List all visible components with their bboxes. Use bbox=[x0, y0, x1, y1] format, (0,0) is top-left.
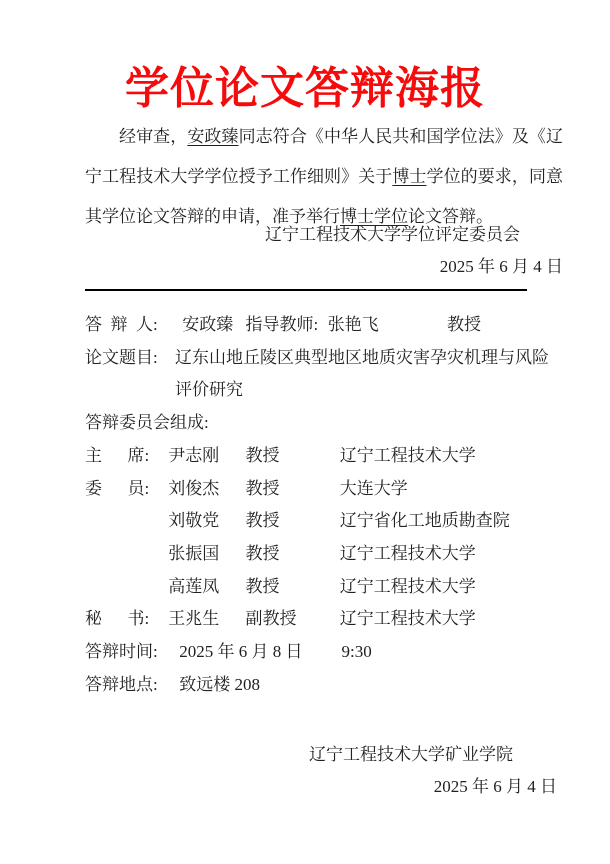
member-title: 教授 bbox=[245, 478, 280, 498]
defense-time-label: 答辩时间: bbox=[85, 642, 158, 662]
divider-line bbox=[85, 289, 527, 291]
member-affiliation: 辽宁工程技术大学 bbox=[339, 543, 476, 563]
committee-member-row bbox=[85, 603, 563, 636]
defense-venue-row bbox=[85, 669, 563, 702]
member-name: 张振国 bbox=[168, 543, 220, 563]
member-role-label: 委 员: bbox=[85, 478, 150, 498]
member-affiliation: 辽宁工程技术大学 bbox=[339, 576, 476, 596]
member-role-label: 主 席: bbox=[85, 445, 150, 465]
defense-venue-label: 答辩地点: bbox=[85, 674, 158, 694]
committee-member-row bbox=[85, 538, 563, 571]
member-title: 教授 bbox=[245, 576, 280, 596]
defense-venue: 致远楼 208 bbox=[179, 674, 260, 694]
degree-level-underlined: 博士学位 bbox=[340, 207, 408, 226]
candidate-name: 安政臻 bbox=[182, 315, 234, 334]
member-title: 教授 bbox=[245, 511, 280, 531]
supervisor-title: 教授 bbox=[447, 315, 481, 334]
candidate-label: 答 辩 人: bbox=[85, 315, 158, 334]
defense-time-clock: 9:30 bbox=[341, 642, 372, 662]
member-affiliation: 辽宁省化工地质勘查院 bbox=[339, 511, 510, 531]
committee-heading-row bbox=[85, 407, 563, 440]
approval-text: 经审查， bbox=[119, 127, 188, 146]
thesis-title-row bbox=[85, 342, 563, 407]
member-title: 教授 bbox=[245, 445, 280, 465]
approval-text: 学位的要求，同意其学位论文答辩的申请，准予举行 bbox=[85, 167, 564, 226]
member-affiliation: 辽宁工程技术大学 bbox=[339, 609, 476, 629]
member-name: 刘俊杰 bbox=[168, 478, 220, 498]
hosting-college-signature: 辽宁工程技术大学矿业学院 bbox=[309, 745, 513, 764]
approval-text: 同志符合《中华人民共和国学位法》及《辽宁工程技术大学学位授予工作细则》关于 bbox=[85, 127, 564, 186]
member-name: 尹志刚 bbox=[168, 445, 220, 465]
member-name: 高莲凤 bbox=[168, 576, 220, 596]
degree-committee-signature: 辽宁工程技术大学学位评定委员会 bbox=[265, 225, 520, 244]
member-title: 教授 bbox=[245, 543, 280, 563]
defense-time-date: 2025 年 6 月 8 日 bbox=[179, 642, 303, 662]
approval-text: 论文答辩。 bbox=[408, 207, 493, 226]
member-affiliation: 辽宁工程技术大学 bbox=[339, 445, 476, 465]
approval-date: 2025 年 6 月 4 日 bbox=[439, 257, 563, 276]
supervisor-name: 张艳飞 bbox=[327, 315, 379, 334]
member-name: 刘敬党 bbox=[168, 511, 220, 531]
degree-level-underlined: 博士 bbox=[392, 167, 427, 186]
committee-member-row bbox=[85, 571, 563, 604]
poster-title: 学位论文答辩海报 bbox=[125, 64, 485, 113]
committee-member-row bbox=[85, 440, 563, 473]
committee-heading: 答辩委员会组成: bbox=[85, 413, 209, 433]
thesis-title: 辽东山地丘陵区典型地区地质灾害孕灾机理与风险评价研究 bbox=[175, 347, 549, 400]
member-role-label: 秘 书: bbox=[85, 609, 150, 629]
member-title: 副教授 bbox=[245, 609, 297, 629]
thesis-title-label: 论文题目: bbox=[85, 347, 158, 367]
candidate-row bbox=[85, 309, 563, 342]
member-name: 王兆生 bbox=[168, 609, 220, 629]
member-affiliation: 大连大学 bbox=[339, 478, 408, 498]
committee-member-row bbox=[85, 473, 563, 506]
candidate-name-underlined: 安政臻 bbox=[187, 127, 239, 146]
approval-paragraph bbox=[85, 117, 563, 237]
defense-info-section bbox=[85, 309, 563, 701]
footer-date: 2025 年 6 月 4 日 bbox=[433, 777, 557, 796]
defense-time-row bbox=[85, 636, 563, 669]
committee-member-row bbox=[85, 505, 563, 538]
supervisor-label: 指导教师: bbox=[245, 315, 319, 334]
